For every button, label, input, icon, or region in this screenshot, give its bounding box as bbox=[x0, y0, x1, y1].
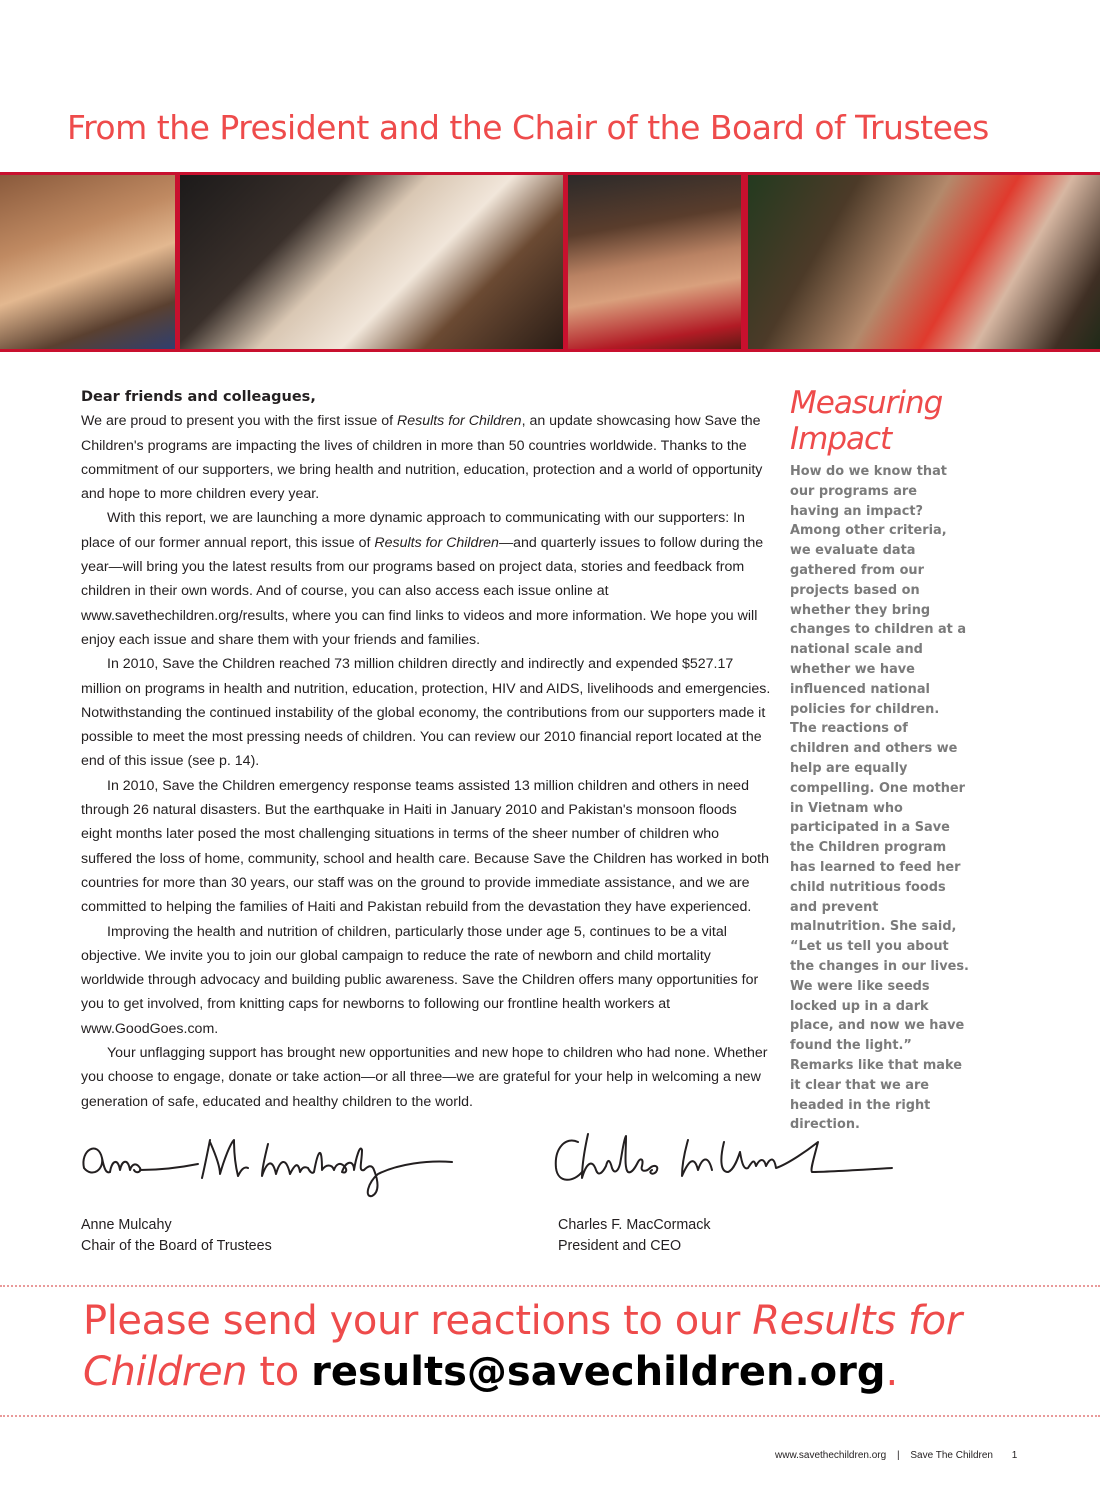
photo-strip bbox=[0, 172, 1100, 352]
letter-body bbox=[81, 385, 771, 1114]
footer-org: Save The Children bbox=[910, 1450, 993, 1461]
signature-anne-mulcahy bbox=[78, 1130, 458, 1205]
page-footer bbox=[775, 1450, 1017, 1461]
feedback-email[interactable]: results@savechildren.org bbox=[311, 1349, 886, 1395]
photo-group-of-children bbox=[748, 175, 1100, 349]
sidebar-heading: Measuring Impact bbox=[790, 385, 943, 457]
letter-paragraph: In 2010, Save the Children emergency response teams assisted 13 million children and others in need through 26 natural disasters. But the earthquake in Haiti in January 2010 and Pakistan's monsoon floods eight months later posed the most challenging situations in terms of the sheer number of children who suffered the loss of home, community, school and health care. Because Save the Children has worked in both countries for more than 30 years, our staff was on the ground to provide immediate assistance, and we are committed to helping the families of Haiti and Pakistan rebuild from the devastation they have experienced. bbox=[81, 777, 769, 916]
signer-left bbox=[81, 1215, 272, 1256]
signer-role: Chair of the Board of Trustees bbox=[81, 1237, 272, 1254]
signer-role: President and CEO bbox=[558, 1237, 682, 1254]
page-number: 1 bbox=[1011, 1450, 1018, 1461]
page-title: From the President and the Chair of the Board of Trustees bbox=[67, 108, 989, 147]
letter-greeting: Dear friends and colleagues, bbox=[81, 389, 316, 405]
divider bbox=[0, 1415, 1100, 1417]
measuring-impact-sidebar bbox=[790, 385, 970, 1135]
signer-right bbox=[558, 1215, 711, 1256]
letter-paragraph: We are proud to present you with the first issue of Results for Children, an update showcasing how Save the Children's programs are impacting the lives of children in more than 50 countries worldwide. Thanks to the commitment of our supporters, we bring health and nutrition, education, protection and a world of opportunity and hope to more children every year. bbox=[81, 413, 763, 503]
signer-name: Charles F. MacCormack bbox=[558, 1217, 711, 1233]
letter-paragraph: With this report, we are launching a more dynamic approach to communicating with our supporters: In place of our former annual report, this issue of Results for Children—and quarterly issues to follow during the year—will bring you the latest results from our programs based on project data, stories and feedback from children in their own words. And of course, you can also access each issue online at www.savethechildren.org/results, where you can find links to videos and more information. We hope you will enjoy each issue and share them with your friends and families. bbox=[81, 510, 764, 648]
sidebar-text: How do we know that our programs are having an impact? Among other criteria, we evaluate data gathered from our projects based on whether they bring changes to children at a national scale and whether we have influenced national policies for children. The reactions of children and others we help are equally compelling. One mother in Vietnam who participated in a Save the Children program has learned to feed her child nutritious foods and prevent malnutrition. She said, “Let us tell you about the changes in our lives. We were like seeds locked up in a dark place, and now we have found the light.” Remarks like that make it clear that we are headed in the right direction. bbox=[790, 464, 969, 1133]
letter-paragraph: In 2010, Save the Children reached 73 million children directly and indirectly and expended $527.17 million on programs in health and nutrition, education, protection, HIV and AIDS, livelihoods and emergencies. Notwithstanding the continued instability of the global economy, the contributions from our supporters made it possible to meet the most pressing needs of children. You can review our 2010 financial report located at the end of this issue (see p. 14). bbox=[81, 656, 771, 770]
photo-aid-worker-with-children bbox=[180, 175, 563, 349]
letter-paragraph: Improving the health and nutrition of children, particularly those under age 5, continues to be a vital objective. We invite you to join our global campaign to reduce the rate of newborn and child mortality worldwide through advocacy and building public awareness. Save the Children offers many opportunities for you to get involved, from knitting caps for newborns to following our frontline health workers at www.GoodGoes.com. bbox=[81, 923, 759, 1037]
divider bbox=[0, 1285, 1100, 1287]
photo-child-portrait bbox=[0, 175, 175, 349]
footer-separator: | bbox=[896, 1450, 900, 1461]
photo-girl-with-strawberries bbox=[568, 175, 741, 349]
footer-url[interactable]: www.savethechildren.org bbox=[775, 1450, 887, 1461]
signature-charles-maccormack bbox=[548, 1128, 898, 1198]
letter-paragraph: Your unflagging support has brought new opportunities and new hope to children who had none. Whether you choose to engage, donate or take action—or all three—we are grateful for your help in welcoming a new generation of safe, educated and healthy children to the world. bbox=[81, 1045, 768, 1110]
signer-name: Anne Mulcahy bbox=[81, 1217, 172, 1233]
feedback-callout: Please send your reactions to our Results for Children to results@savechildren.org. bbox=[83, 1298, 962, 1395]
